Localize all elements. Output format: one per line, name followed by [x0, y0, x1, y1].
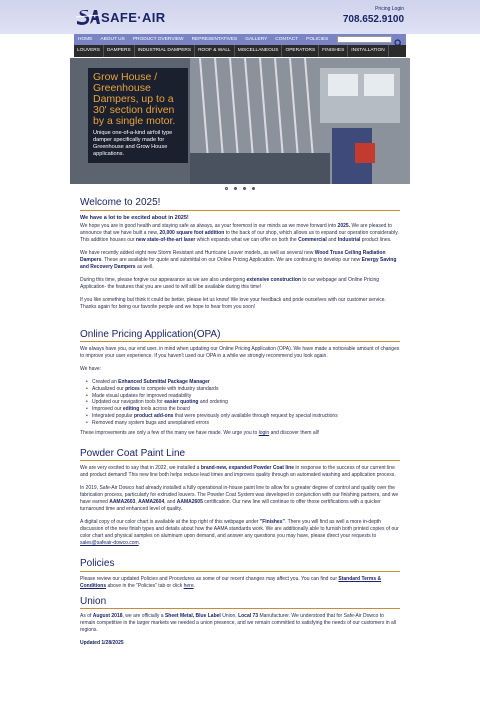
nav-representatives[interactable]: REPRESENTATIVES — [191, 37, 238, 42]
list-item: • Removed many system bugs and unexplained errors — [92, 420, 400, 427]
union-paragraph: As of August 2018, we are officially a Sheet Metal, Blue Label Union, Local 73 Manufacturer. We understood that for Safe-Air Dowco to remain competitive in the larger markets we needed a union presence, and we remain committed to satisfying the needs of our customers in all regions. — [80, 613, 396, 634]
search-icon[interactable] — [394, 35, 403, 44]
hero-caption — [88, 68, 188, 163]
welcome-paragraph-4: If you like something but think it could be better, please let us know! We love your feedback and pride ourselves with our customer service. Thanks again for being our favorite people and we hope to hear from you soon! — [80, 296, 386, 310]
powder-paragraph-1: We are very excited to say that in 2022, we installed a brand-new, expanded Powder Coat line in response to the success of our current line and product demand! This new line both helps reduce lead times and improves quality through an automated washing and application process. — [80, 465, 396, 479]
opa-heading: Online Pricing Application(OPA) — [80, 329, 400, 343]
nav-contact[interactable]: CONTACT — [275, 37, 299, 42]
pricing-login-link[interactable]: Pricing Login — [375, 6, 404, 12]
nav-operators[interactable]: OPERATORS — [282, 45, 319, 57]
nav-about-us[interactable]: ABOUT US — [100, 37, 125, 42]
nav-finishes[interactable]: FINISHES — [319, 45, 348, 57]
nav-industrial-dampers[interactable]: INDUSTRIAL DAMPERS — [135, 45, 195, 57]
login-link[interactable]: login — [258, 429, 270, 436]
nav-installation[interactable]: INSTALLATION — [348, 45, 388, 57]
policies-heading: Policies — [80, 558, 400, 572]
policies-paragraph: Please review our updated Policies and Procedures as some of our recent changes may affect you. You can find our Standard Terms & Conditions above in the "Policies" tab or click here. — [80, 575, 382, 589]
opa-paragraph-1: We always have you, our end user, in mind when updating our Online Pricing Application (OPA). We have made a noticeable amount of changes to improve your user experience. If you haven't used our OPA in a while we strongly recommend you look again. — [80, 346, 400, 359]
sales-email-link[interactable]: sales@safeair-dowco.com — [80, 540, 139, 547]
hero-slider[interactable] — [70, 58, 410, 184]
powder-paragraph-2: In 2019, Safe-Air Dowco had already installed a fully operational in-house paint line to allow for a greater degree of control and quality over the fabrication process, particularly for extruded louvers. The Powder Coat System was developed in conjunction with our finishing partners, and we have earned AAMA2603, AAMA2604, and AAMA2605 certification. Our new line will continue to offer those certifications with a quicker turnaround time and enhanced level of quality. — [80, 485, 399, 513]
slider-dots — [225, 187, 255, 190]
welcome-paragraph-1: We hope you are in good health and staying safe as always, as your foremost in our minds as we move forward into 2025. We are pleased to announce that we have built a new, 20,000 square foot addition to the back of our shop, which allows us to expand our operation considerably. This addition houses our new state-of-the-art laser which expands what we can offer on both the Commercial and Industrial product lines. — [80, 222, 399, 243]
search-box — [337, 36, 392, 43]
slider-dot-1[interactable] — [225, 187, 228, 190]
nav-gallery[interactable]: GALLERY — [245, 37, 268, 42]
brand-name: SAFE·AIR — [101, 10, 166, 25]
opa-closing: These improvements are only a few of the many we have made. We urge you to login and discover them all! — [80, 429, 320, 436]
list-item: • Made visual updates for improved readability — [92, 393, 400, 400]
secondary-nav — [74, 45, 406, 57]
powder-heading: Powder Coat Paint Line — [80, 448, 400, 462]
main-content — [80, 197, 400, 646]
slider-dot-4[interactable] — [252, 187, 255, 190]
list-item: • Created an Enhanced Submittal Package Manager — [92, 379, 400, 386]
union-heading: Union — [80, 596, 400, 610]
opa-we-have: We have: — [80, 366, 102, 372]
phone-number: 708.652.9100 — [342, 14, 404, 25]
policies-here-link[interactable]: here — [183, 582, 194, 589]
list-item: • Updated our navigation tools for easier quoting and ordering — [92, 399, 400, 406]
welcome-subheading: We have a lot to be excited about in 2025! — [80, 214, 189, 221]
nav-dampers[interactable]: DAMPERS — [104, 45, 135, 57]
hero-subtitle: Unique one-of-a-kind airfoil type damper specifically made for Greenhouse and Grow House applications. — [93, 130, 173, 157]
updated-date: Updated 1/28/2025 — [80, 640, 124, 647]
nav-roof-wall[interactable]: ROOF & WALL — [195, 45, 235, 57]
welcome-heading: Welcome to 2025! — [80, 197, 400, 211]
nav-miscellaneous[interactable]: MISCELLANEOUS — [235, 45, 283, 57]
list-item: • Integrated popular product add-ons that were previously only available through request by special instructions — [92, 413, 400, 420]
welcome-paragraph-2: We have recently added eight new Storm Resistant and Hurricane Louver models, as well as several new Wood Truss Ceiling Radiation Dampers. These are available for quote and submittal on our Online Pricing Application. We are continuing to develop our new Energy Saving and Recovery Dampers as well. — [80, 249, 397, 270]
opa-improvements-list — [92, 379, 400, 427]
header-background — [0, 0, 480, 34]
slider-dot-2[interactable] — [234, 187, 237, 190]
sa-logo-icon — [76, 8, 100, 26]
list-item: • Actualized our prices to compete with industry standards — [92, 386, 400, 393]
terms-conditions-link[interactable]: Standard Terms & Conditions — [80, 575, 382, 589]
nav-product-overview[interactable]: PRODUCT OVERVIEW — [132, 37, 184, 42]
slider-dot-3[interactable] — [243, 187, 246, 190]
welcome-paragraph-3: During this time, please forgive our appearance as we are also undergoing extensive construction to our webpage and Online Pricing Application- the features that you are used to will still be available during this time! — [80, 276, 380, 290]
nav-louvers[interactable]: LOUVERS — [74, 45, 104, 57]
nav-home[interactable]: HOME — [78, 37, 93, 42]
safe-air-logo[interactable] — [76, 8, 176, 28]
hero-title: Grow House / Greenhouse Dampers, up to a 30' section driven by a single motor. — [93, 71, 176, 127]
list-item: • Improved our editing tools across the board — [92, 406, 400, 413]
powder-paragraph-3: A digital copy of our color chart is available at the top right of this webpage under "Finishes". There you will find as well a more in-depth discussion of the new finish types and details about how the AAMA standards work. We are additionally able to furnish both printed copies of our color chart and physical samples on aluminum upon demand, and answer any questions you may have, please direct your requests to sales@safeair-dowco.com. — [80, 519, 399, 547]
nav-policies[interactable]: POLICIES — [306, 37, 329, 42]
